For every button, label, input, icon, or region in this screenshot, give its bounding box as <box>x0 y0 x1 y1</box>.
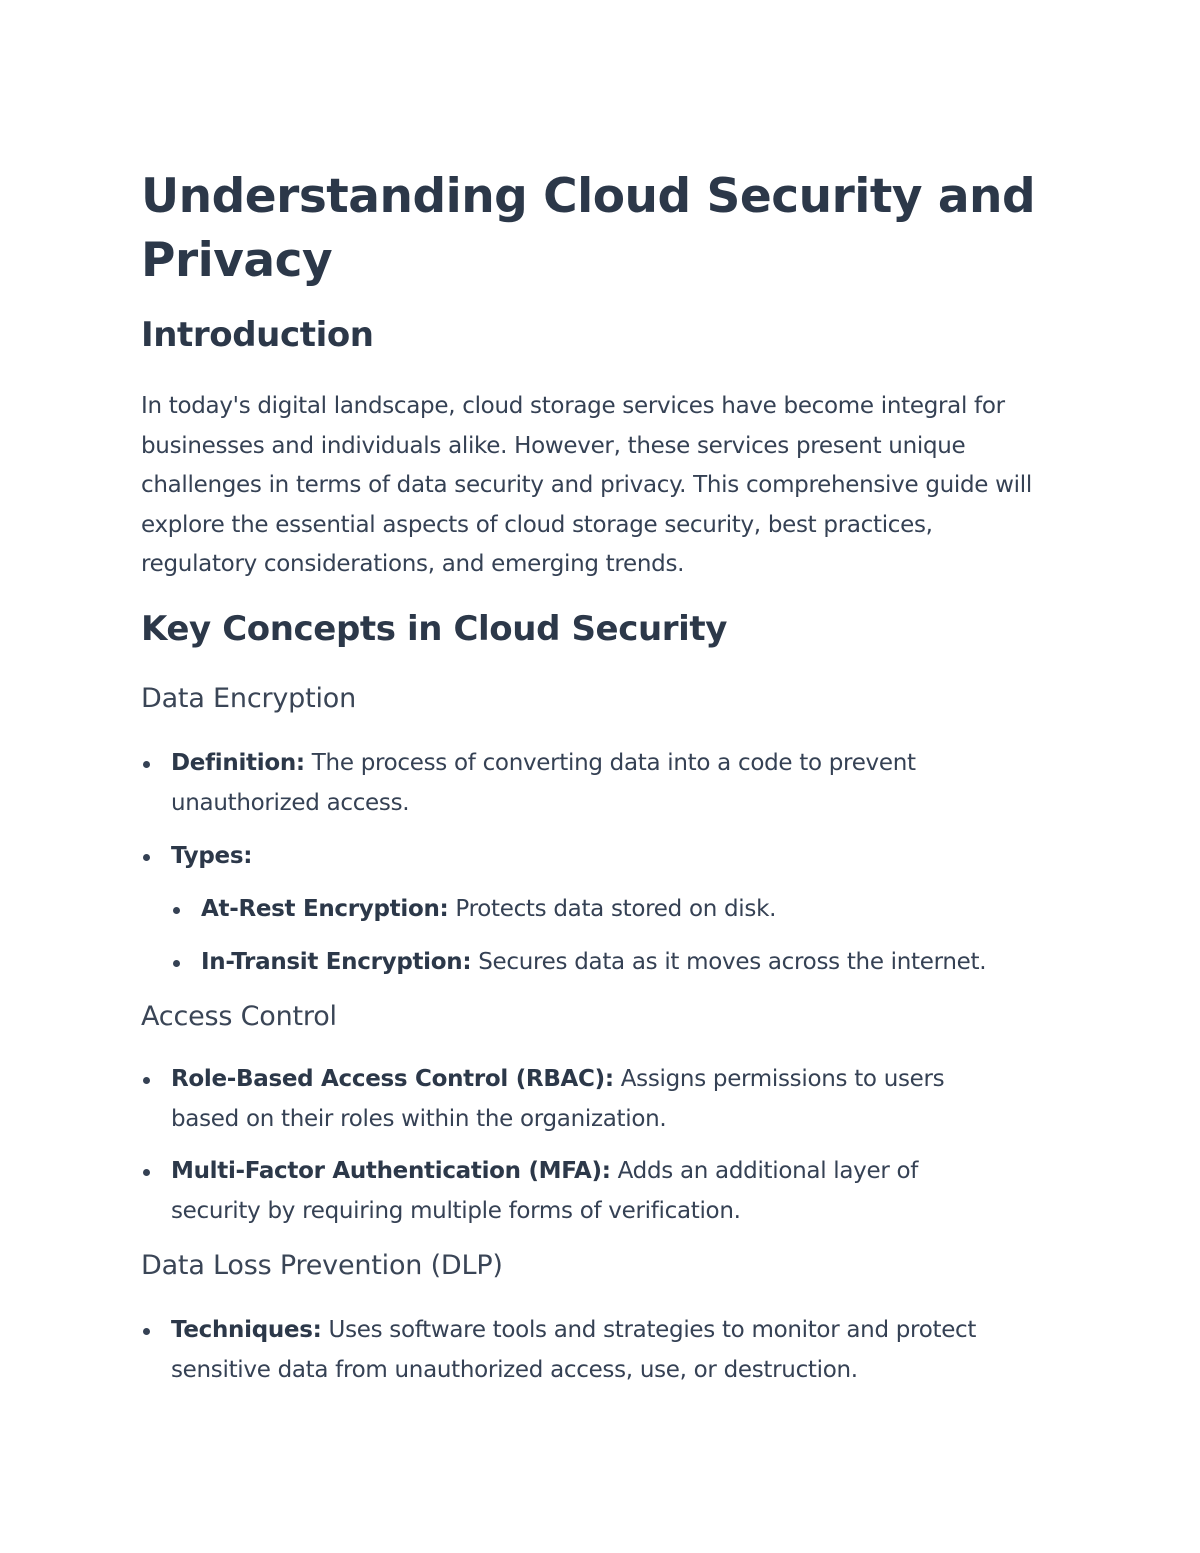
list-item-types <box>141 837 1021 877</box>
definition-text: The process of converting data into a code to prevent unauthorized access. <box>171 750 916 816</box>
in-transit-text: Secures data as it moves across the internet. <box>471 949 987 975</box>
dlp-list <box>141 1311 1051 1390</box>
at-rest-text: Protects data stored on disk. <box>448 896 777 922</box>
encryption-types-sublist <box>171 890 1051 930</box>
data-encryption-list <box>141 744 1021 823</box>
data-encryption-heading: Data Encryption <box>141 683 357 714</box>
access-control-list-2 <box>141 1152 981 1231</box>
rbac-text: Assigns permissions to users based on their roles within the organization. <box>171 1066 945 1132</box>
techniques-label: Techniques: <box>171 1317 322 1343</box>
definition-label: Definition: <box>171 750 305 776</box>
dlp-heading: Data Loss Prevention (DLP) <box>141 1250 503 1281</box>
introduction-paragraph: In today's digital landscape, cloud storage services have become integral for businesses and individuals alike. However, these services present unique challenges in terms of data security and privacy. This comprehensive guide will explore the essential aspects of cloud storage security, best practices, regulatory considerations, and emerging trends. <box>141 393 1032 577</box>
techniques-text: Uses software tools and strategies to monitor and protect sensitive data from unauthorized access, use, or destruction. <box>171 1317 977 1383</box>
types-list <box>141 837 1021 877</box>
mfa-label: Multi-Factor Authentication (MFA): <box>171 1158 611 1184</box>
list-item-rbac <box>141 1060 1011 1139</box>
introduction-heading: Introduction <box>141 315 374 355</box>
document-title: Understanding Cloud Security and Privacy <box>141 169 1036 288</box>
access-control-list <box>141 1060 1011 1139</box>
list-item-mfa <box>141 1152 981 1231</box>
encryption-types-sublist-2 <box>171 943 1061 983</box>
key-concepts-heading: Key Concepts in Cloud Security <box>141 609 727 649</box>
rbac-label: Role-Based Access Control (RBAC): <box>171 1066 614 1092</box>
access-control-heading: Access Control <box>141 1001 337 1032</box>
list-item-techniques <box>141 1311 1051 1390</box>
types-label: Types: <box>171 843 253 869</box>
list-item-at-rest <box>171 890 1051 930</box>
mfa-text: Adds an additional layer of security by requiring multiple forms of verification. <box>171 1158 919 1224</box>
list-item-in-transit <box>171 943 1061 983</box>
in-transit-label: In-Transit Encryption: <box>201 949 472 975</box>
at-rest-label: At-Rest Encryption: <box>201 896 449 922</box>
list-item-definition <box>141 744 1021 823</box>
